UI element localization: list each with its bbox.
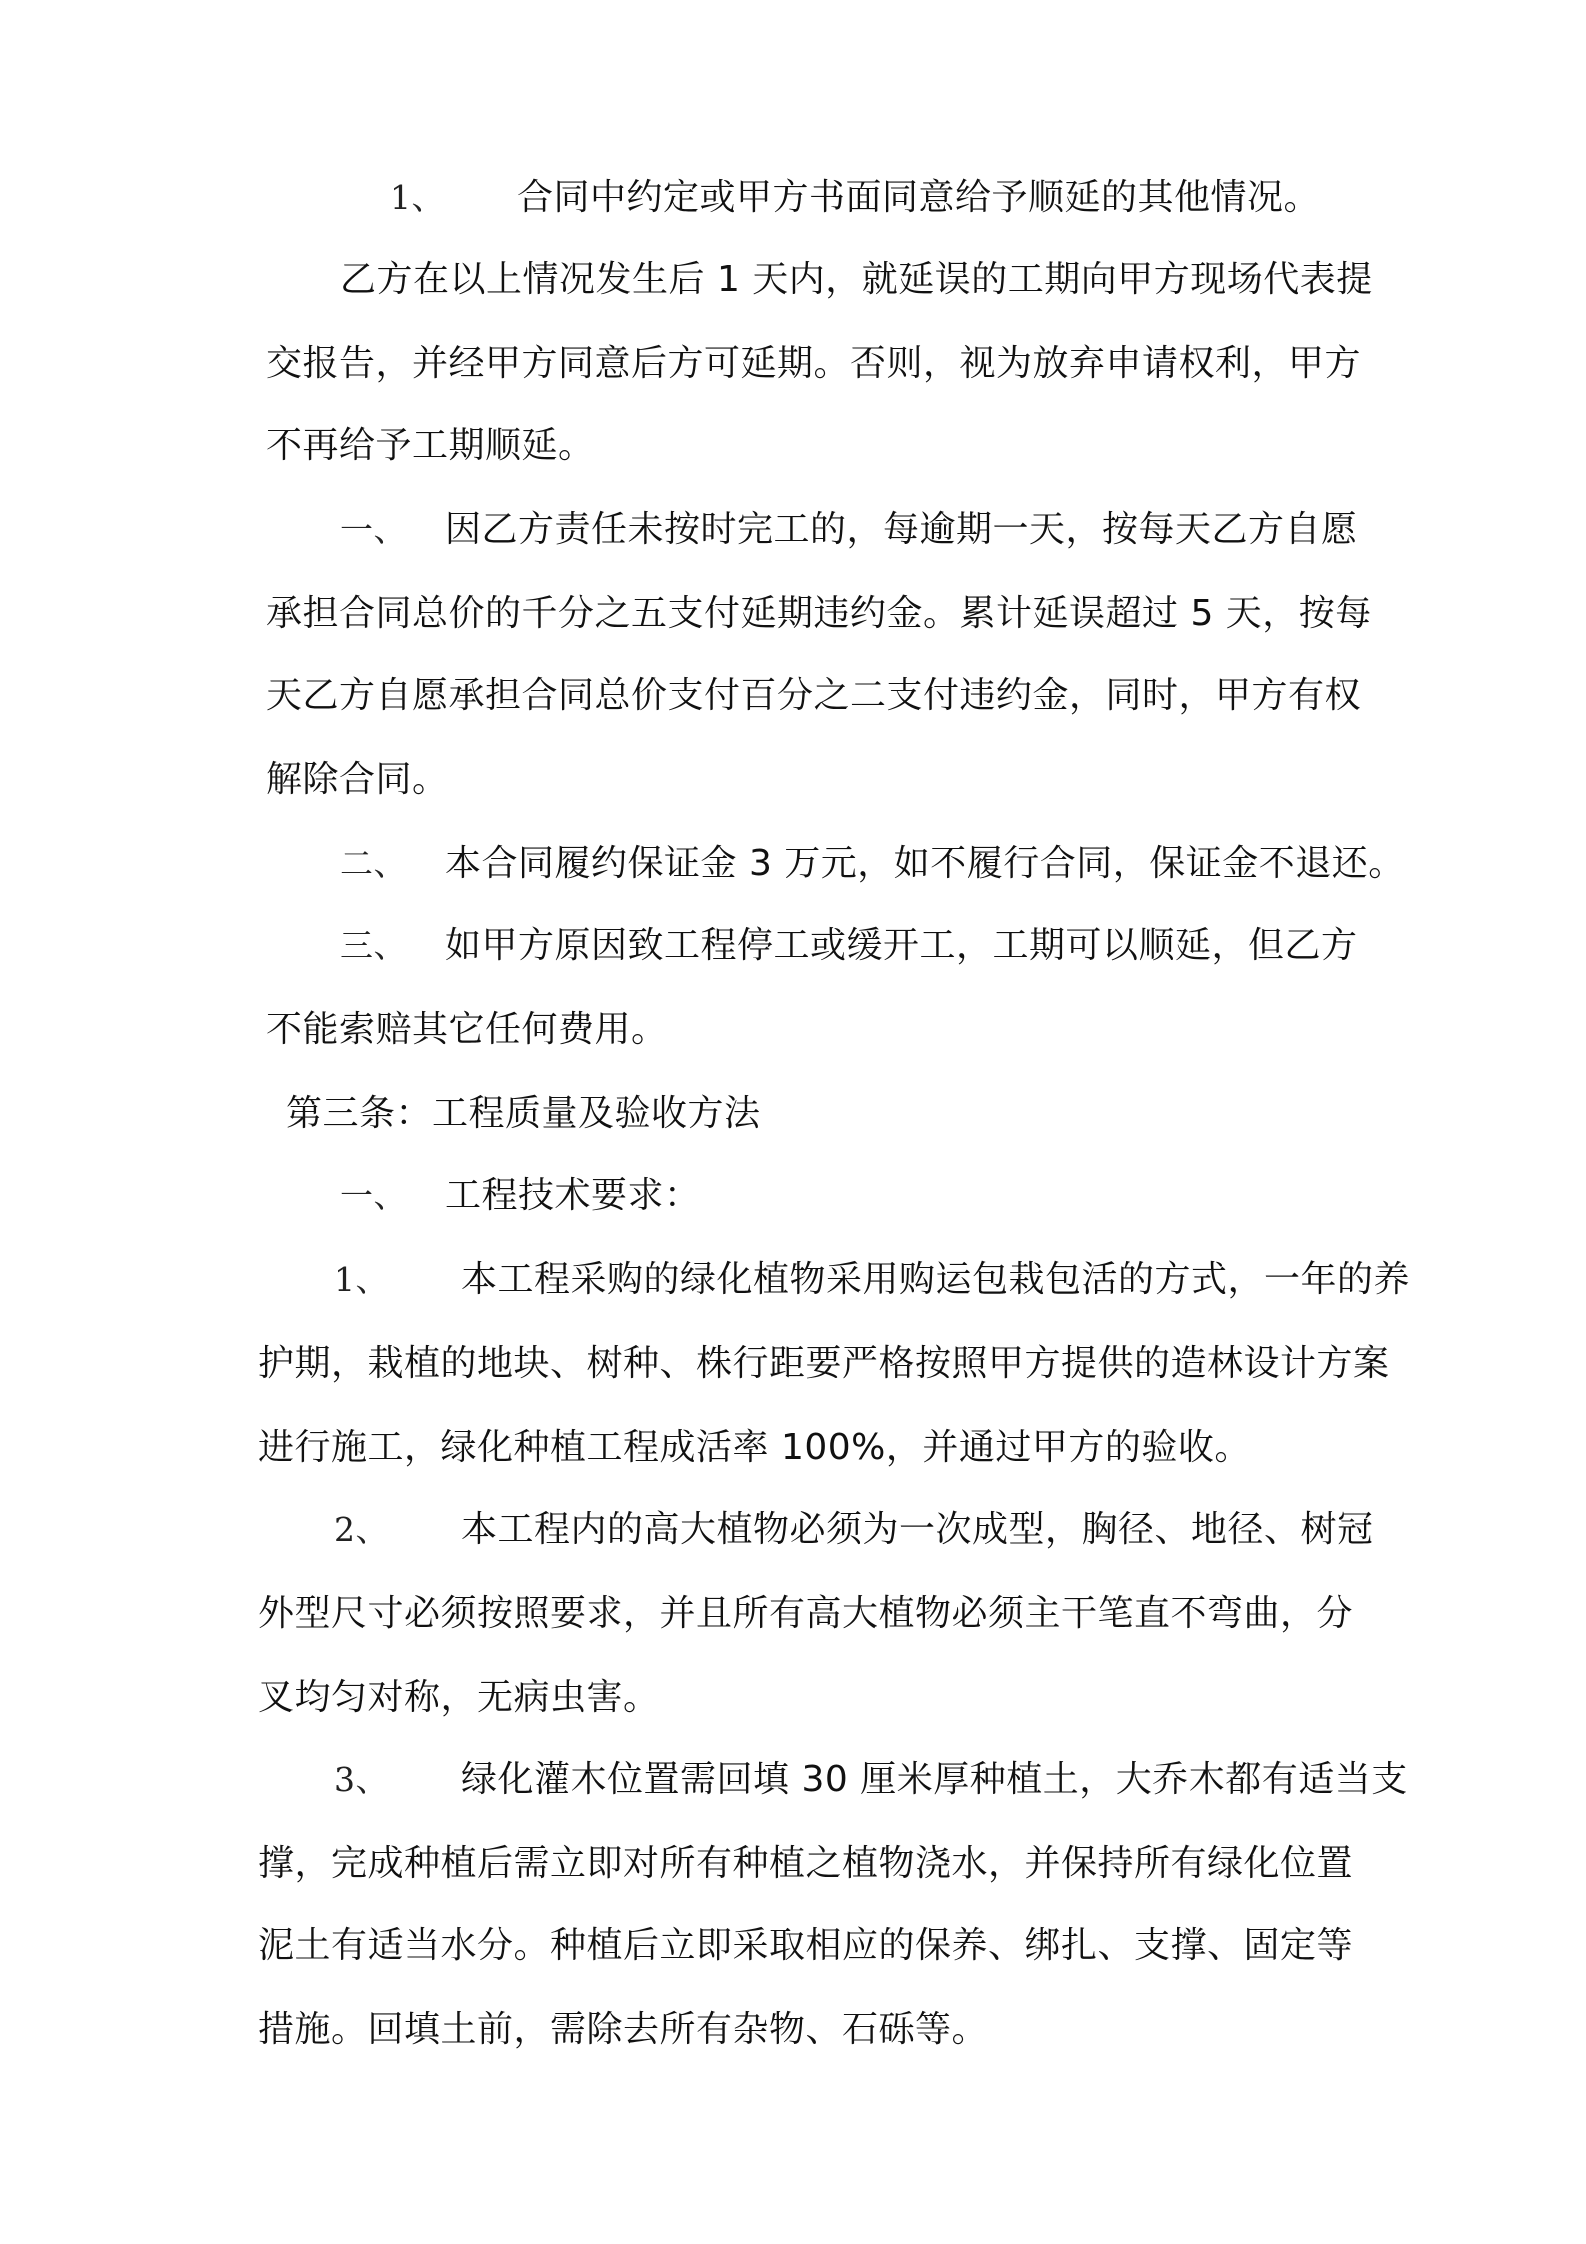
item-number: 一、 <box>340 1176 407 1215</box>
clause-line <box>334 1258 1410 1302</box>
line-text: 撑，完成种植后需立即对所有种植之植物浇水，并保持所有绿化位置 <box>258 1843 1354 1884</box>
line-text: 工程技术要求： <box>445 1175 701 1216</box>
clause-line <box>334 1508 1374 1552</box>
paragraph-line <box>266 342 1361 386</box>
paragraph-line <box>266 1008 668 1052</box>
paragraph-line <box>258 1592 1353 1636</box>
item-number: 1、 <box>334 1260 389 1299</box>
line-text: 本合同履约保证金 3 万元，如不履行合同，保证金不退还。 <box>445 843 1405 884</box>
clause-line <box>340 842 1405 886</box>
line-text: 天乙方自愿承担合同总价支付百分之二支付违约金，同时，甲方有权 <box>266 675 1362 716</box>
item-number: 一、 <box>340 510 407 549</box>
clause-line <box>340 508 1358 552</box>
line-text: 合同中约定或甲方书面同意给予顺延的其他情况。 <box>517 177 1321 218</box>
paragraph-line <box>258 1426 1251 1470</box>
line-text: 护期，栽植的地块、树种、株行距要严格按照甲方提供的造林设计方案 <box>258 1343 1390 1384</box>
line-text: 本工程内的高大植物必须为一次成型，胸径、地径、树冠 <box>461 1509 1374 1550</box>
line-text: 乙方在以上情况发生后 1 天内，就延误的工期向甲方现场代表提 <box>340 259 1373 300</box>
line-text: 本工程采购的绿化植物采用购运包栽包活的方式，一年的养 <box>461 1259 1411 1300</box>
item-number: 三、 <box>340 926 407 965</box>
item-number: 二、 <box>340 844 407 883</box>
clause-line <box>390 176 1320 220</box>
line-text: 叉均匀对称，无病虫害。 <box>258 1677 660 1718</box>
clause-line <box>340 924 1358 968</box>
line-text: 外型尺寸必须按照要求，并且所有高大植物必须主干笔直不弯曲，分 <box>258 1593 1354 1634</box>
line-text: 承担合同总价的千分之五支付延期违约金。累计延误超过 5 天，按每 <box>266 593 1372 634</box>
line-text: 措施。回填土前，需除去所有杂物、石砾等。 <box>258 2009 989 2050</box>
paragraph-line <box>258 1924 1353 1968</box>
line-text: 解除合同。 <box>266 759 449 800</box>
paragraph-line <box>266 424 595 468</box>
item-number: 2、 <box>334 1510 389 1549</box>
clause-line <box>340 1174 701 1218</box>
paragraph-line <box>266 674 1361 718</box>
section-heading <box>286 1092 761 1136</box>
paragraph-line <box>258 1342 1390 1386</box>
paragraph-line <box>340 258 1373 302</box>
line-text: 泥土有适当水分。种植后立即采取相应的保养、绑扎、支撑、固定等 <box>258 1925 1354 1966</box>
item-number: 1、 <box>390 178 445 217</box>
line-text: 绿化灌木位置需回填 30 厘米厚种植土，大乔木都有适当支 <box>461 1759 1408 1800</box>
line-text: 如甲方原因致工程停工或缓开工，工期可以顺延，但乙方 <box>445 925 1358 966</box>
paragraph-line <box>266 592 1372 636</box>
line-text: 因乙方责任未按时完工的，每逾期一天，按每天乙方自愿 <box>445 509 1358 550</box>
paragraph-line <box>258 1676 660 1720</box>
line-text: 第三条：工程质量及验收方法 <box>286 1093 761 1134</box>
paragraph-line <box>258 1842 1353 1886</box>
line-text: 交报告，并经甲方同意后方可延期。否则，视为放弃申请权利，甲方 <box>266 343 1362 384</box>
paragraph-line <box>266 758 449 802</box>
line-text: 不再给予工期顺延。 <box>266 425 595 466</box>
line-text: 不能索赔其它任何费用。 <box>266 1009 668 1050</box>
clause-line <box>334 1758 1408 1802</box>
paragraph-line <box>258 2008 988 2052</box>
item-number: 3、 <box>334 1760 389 1799</box>
line-text: 进行施工，绿化种植工程成活率 100%，并通过甲方的验收。 <box>258 1427 1251 1468</box>
